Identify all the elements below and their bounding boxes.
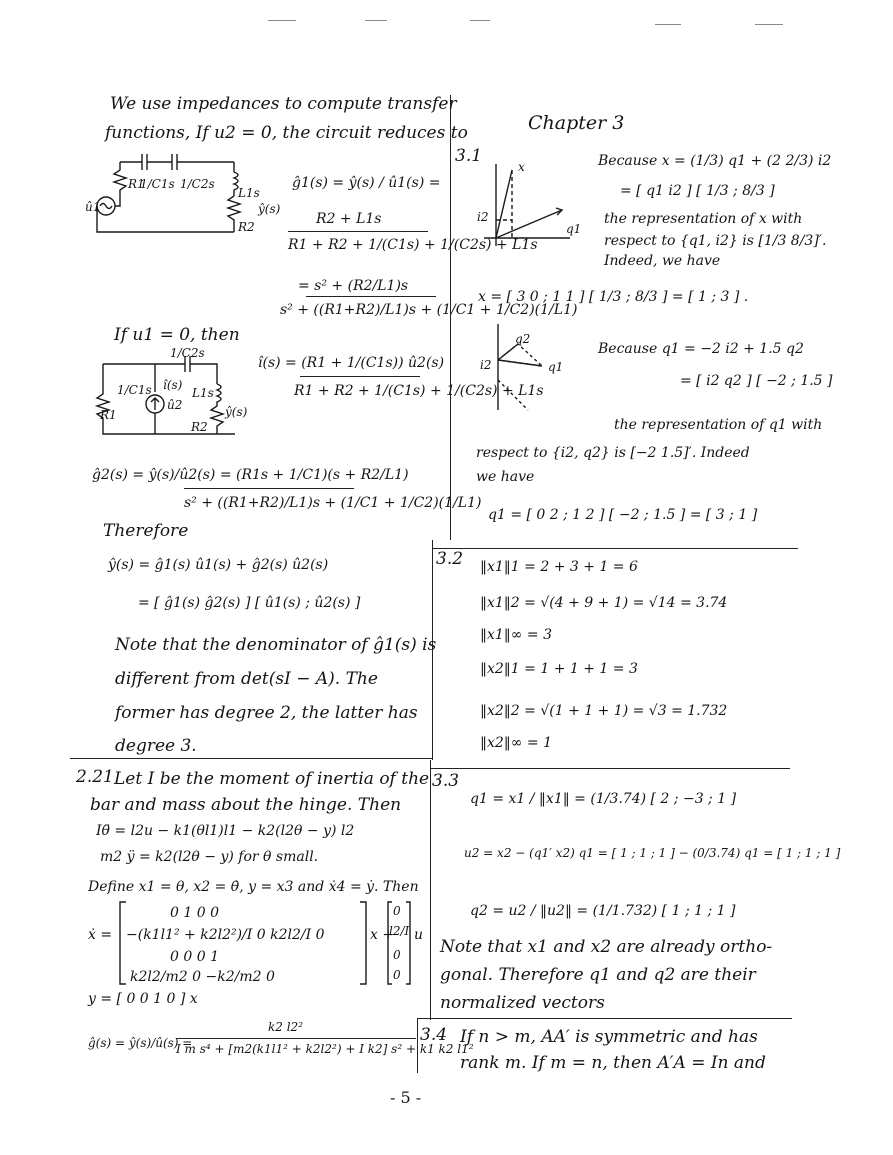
scan-speck (365, 20, 387, 21)
g1-denominator: R1 + R2 + 1/(C1s) + 1/(C2s) + L1s (288, 237, 538, 253)
p2-21-theta-eq: Iθ̈ = l2u − k1(θl1)l1 − k2(l2θ − y) l2 (96, 823, 355, 839)
p3-3-label: 3.3 (432, 771, 460, 791)
p2-20-note-line-2: different from det(sI − A). The (115, 669, 378, 689)
p3-3-note-line-1: Note that x1 and x2 are already ortho- (440, 937, 773, 957)
g1-simplified-numerator: = s² + (R2/L1)s (298, 278, 409, 294)
circuit1-c2-label: 1/C2s (180, 177, 215, 191)
p2-20-therefore: Therefore (103, 521, 189, 541)
p3-3-line-3: q2 = u2 / ‖u2‖ = (1/1.732) [ 1 ; 1 ; 1 ] (470, 903, 736, 919)
rule-left-section-break (70, 758, 432, 759)
p2-20-note-line-4: degree 3. (115, 736, 197, 756)
output-eq: y = [ 0 0 1 0 ] x (88, 991, 198, 1007)
input-vector-entry-1: 0 (393, 904, 401, 918)
p3-2-line-1: ‖x1‖1 = 2 + 3 + 1 = 6 (480, 559, 638, 575)
p2-20-note-line-1: Note that the denominator of ĝ1(s) is (115, 635, 437, 655)
scan-speck (655, 24, 681, 25)
circuit1-u1-label: û1 (85, 200, 101, 214)
p3-2-line-4: ‖x2‖1 = 1 + 1 + 1 = 3 (480, 661, 638, 677)
rule-below-p3-3 (417, 1018, 792, 1019)
i-formula-denominator: R1 + R2 + 1/(C1s) + 1/(C2s) + L1s (294, 383, 544, 399)
p3-2-line-3: ‖x1‖∞ = 3 (480, 627, 553, 643)
tf-fraction-bar (176, 1038, 416, 1039)
p3-2-line-6: ‖x2‖∞ = 1 (480, 735, 553, 751)
p3-1-text-line-4: respect to {q1, i2} is [1/3 8/3]′. (604, 233, 827, 249)
circuit2-u2-label: û2 (167, 398, 183, 412)
state-eq-input-var: u (414, 927, 424, 943)
state-matrix-row-2: −(k1l1² + k2l2²)/I 0 k2l2/I 0 (126, 927, 325, 943)
p3-1-text2-line-1: Because q1 = −2 i2 + 1.5 q2 (598, 341, 804, 357)
p3-1-text-line-3: the representation of x with (604, 211, 803, 227)
state-matrix-row-1: 0 1 0 0 (170, 905, 219, 921)
circuit1-c1-label: 1/C1s (140, 177, 175, 191)
column-divider-bottom (417, 1018, 418, 1073)
chapter-heading: Chapter 3 (528, 112, 625, 134)
p3-1-eq-1: x = [ 3 0 ; 1 1 ] [ 1/3 ; 8/3 ] = [ 1 ; 3 ] . (478, 289, 749, 305)
input-vector-entry-3: 0 (393, 948, 401, 962)
p2-20-note-line-3: former has degree 2, the latter has (115, 703, 418, 723)
g2-formula-bar (184, 488, 354, 489)
y-superposition-eq: ŷ(s) = ĝ1(s) û1(s) + ĝ2(s) û2(s) (108, 557, 329, 573)
y-matrix-eq: = [ ĝ1(s) ĝ2(s) ] [ û1(s) ; û2(s) ] (138, 595, 361, 611)
fig1-q1-label: q1 (566, 222, 582, 236)
scan-speck (755, 24, 783, 25)
p3-1-text-line-1: Because x = (1/3) q1 + (2 2/3) i2 (598, 153, 832, 169)
fig2-q2-label: q2 (515, 332, 531, 346)
i-formula-bar (300, 376, 420, 377)
state-eq-mid: x + (370, 927, 395, 943)
p3-3-note-line-3: normalized vectors (440, 993, 605, 1013)
rule-below-p3-2 (430, 768, 790, 769)
g1-numerator: R2 + L1s (316, 211, 382, 227)
state-matrix-row-4: k2l2/m2 0 −k2/m2 0 (130, 969, 275, 985)
g2-formula-denominator: s² + ((R1+R2)/L1)s + (1/C1 + 1/C2)(1/L1) (184, 495, 482, 511)
p3-1-text2-line-5: we have (476, 469, 535, 485)
g1-simplified-bar (306, 296, 436, 297)
fig2-i2-label: i2 (480, 358, 492, 372)
column-divider-lower (430, 760, 431, 1020)
page-number: - 5 - (390, 1088, 422, 1107)
p2-21-define: Define x1 = θ, x2 = θ̇, y = x3 and ẋ4 = ẏ. Then (88, 879, 419, 895)
scan-speck (470, 20, 490, 21)
tf-denominator: I m s⁴ + [m2(k1l1² + k2l2²) + I k2] s² + k1 k2 l1² (176, 1042, 474, 1056)
p2-20-intro-line-2: functions, If u2 = 0, the circuit reduces to (105, 123, 468, 143)
fig2-q1-label: q1 (548, 360, 564, 374)
circuit1-y-label: ŷ(s) (258, 202, 281, 216)
p2-21-y-eq: m2 ÿ = k2(l2θ − y) for θ small. (100, 849, 319, 865)
p3-1-text-line-5: Indeed, we have (604, 253, 721, 269)
p3-2-line-2: ‖x1‖2 = √(4 + 9 + 1) = √14 = 3.74 (480, 595, 728, 611)
g1-fraction-bar (288, 231, 428, 232)
column-divider-middle (432, 540, 433, 760)
p2-20-case-u1-zero: If u1 = 0, then (114, 325, 240, 345)
p2-21-text-line-1: Let I be the moment of inertia of the (114, 769, 430, 789)
circuit2-l1-label: L1s (192, 386, 214, 400)
tf-numerator: k2 l2² (268, 1020, 304, 1034)
scan-speck (268, 20, 296, 21)
p3-3-line-1: q1 = x1 / ‖x1‖ = (1/3.74) [ 2 ; −3 ; 1 ] (470, 791, 737, 807)
input-vector-entry-4: 0 (393, 968, 401, 982)
circuit2-r1-label: R1 (100, 408, 117, 422)
circuit2-i-label: î(s) (163, 378, 183, 392)
fig1-x-label: x (518, 160, 525, 174)
p2-21-label: 2.21 (76, 767, 114, 787)
input-vector-entry-2: l2/I (389, 924, 410, 938)
p3-1-text2-line-2: = [ i2 q2 ] [ −2 ; 1.5 ] (680, 373, 833, 389)
circuit2-r2-label: R2 (191, 420, 208, 434)
p3-4-line-1: If n > m, AA′ is symmetric and has (460, 1027, 758, 1047)
p3-4-label: 3.4 (420, 1025, 448, 1045)
state-matrix-row-3: 0 0 0 1 (170, 949, 219, 965)
p3-1-eq-2: q1 = [ 0 2 ; 1 2 ] [ −2 ; 1.5 ] = [ 3 ; 1 ] (488, 507, 758, 523)
p3-3-line-2: u2 = x2 − (q1′ x2) q1 = [ 1 ; 1 ; 1 ] − (0/3.74) q1 = [ 1 ; 1 ; 1 ] (464, 846, 841, 860)
circuit1-l1-label: L1s (238, 186, 260, 200)
circuit1-r1-label: R1 (128, 177, 145, 191)
column-divider-upper (450, 95, 451, 540)
g2-formula-numerator: ĝ2(s) = ŷ(s)/û2(s) = (R1s + 1/C1)(s + R2/L1) (92, 467, 409, 483)
circuit2-c1-label: 1/C1s (117, 383, 152, 397)
rule-below-p3-1 (432, 548, 798, 549)
g1-simplified-denominator: s² + ((R1+R2)/L1)s + (1/C1 + 1/C2)(1/L1) (280, 302, 578, 318)
p2-21-text-line-2: bar and mass about the hinge. Then (90, 795, 402, 815)
p2-20-intro-line-1: We use impedances to compute transfer (110, 94, 457, 114)
i-formula-numerator: î(s) = (R1 + 1/(C1s)) û2(s) (258, 355, 445, 371)
p3-1-text-line-2: = [ q1 i2 ] [ 1/3 ; 8/3 ] (620, 183, 775, 199)
p3-1-label: 3.1 (455, 146, 483, 166)
p3-1-text2-line-3: the representation of q1 with (614, 417, 823, 433)
tf-lhs: ĝ(s) = ŷ(s)/û(s) = (88, 1036, 193, 1050)
circuit1-r2-label: R2 (238, 220, 255, 234)
p3-1-text2-line-4: respect to {i2, q2} is [−2 1.5]′. Indeed (476, 445, 750, 461)
state-eq-lhs: ẋ = (88, 927, 113, 943)
p3-3-note-line-2: gonal. Therefore q1 and q2 are their (440, 965, 756, 985)
p3-2-line-5: ‖x2‖2 = √(1 + 1 + 1) = √3 = 1.732 (480, 703, 728, 719)
p3-2-label: 3.2 (436, 549, 464, 569)
p3-4-line-2: rank m. If m = n, then A′A = In and (460, 1053, 766, 1073)
fig1-i2-label: i2 (477, 210, 489, 224)
g1-definition: ĝ1(s) = ŷ(s) / û1(s) = (292, 175, 441, 191)
circuit2-c2-label: 1/C2s (170, 346, 205, 360)
circuit2-y-label: ŷ(s) (225, 405, 248, 419)
